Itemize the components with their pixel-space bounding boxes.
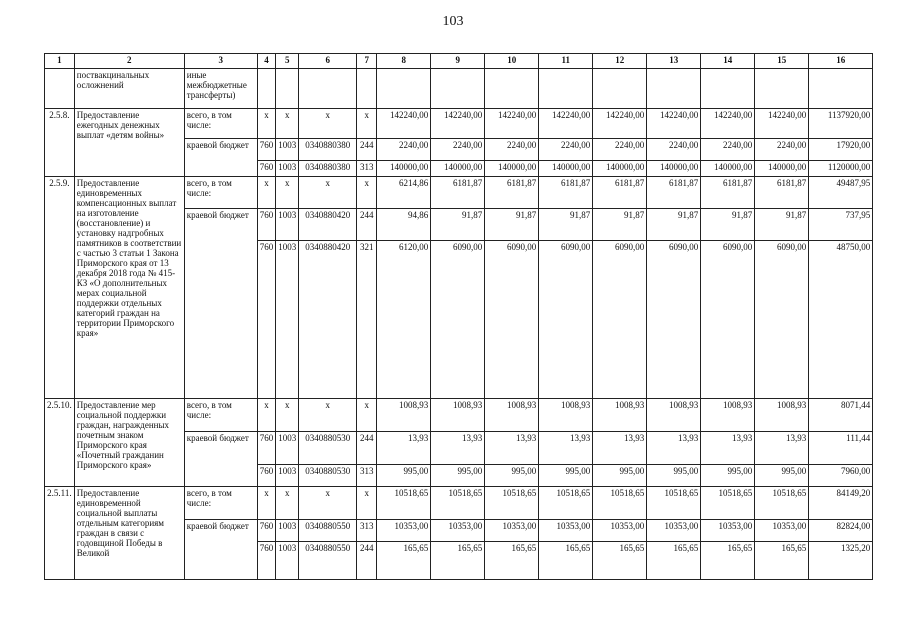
amount-cell: 13,93 <box>593 432 647 465</box>
column-number-7: 7 <box>357 54 377 69</box>
amount-cell: 6181,87 <box>593 177 647 209</box>
code-cell: 760 <box>257 139 276 161</box>
amount-cell: 10518,65 <box>647 487 701 520</box>
amount-cell: 142240,00 <box>647 109 701 139</box>
amount-cell: 10518,65 <box>539 487 593 520</box>
amount-cell: 995,00 <box>431 465 485 487</box>
amount-cell: 1008,93 <box>755 399 809 432</box>
amount-cell: 17920,00 <box>809 139 873 161</box>
code-cell: x <box>299 109 357 139</box>
amount-cell: 2240,00 <box>701 139 755 161</box>
amount-cell: 8071,44 <box>809 399 873 432</box>
column-number-11: 11 <box>539 54 593 69</box>
column-number-14: 14 <box>701 54 755 69</box>
amount-cell: 2240,00 <box>593 139 647 161</box>
amount-cell: 140000,00 <box>485 161 539 177</box>
amount-cell: 49487,95 <box>809 177 873 209</box>
amount-cell: 995,00 <box>755 465 809 487</box>
code-cell: 313 <box>357 520 377 542</box>
row-number-cell <box>45 69 75 109</box>
amount-cell: 6181,87 <box>431 177 485 209</box>
code-cell: 1003 <box>276 542 299 580</box>
amount-cell: 165,65 <box>701 542 755 580</box>
amount-cell: 84149,20 <box>809 487 873 520</box>
amount-cell: 2240,00 <box>485 139 539 161</box>
funding-source-cell: краевой бюджет <box>184 139 257 177</box>
code-cell: x <box>357 399 377 432</box>
funding-source-cell: всего, в том числе: <box>184 109 257 139</box>
amount-cell: 142240,00 <box>539 109 593 139</box>
code-cell: 1003 <box>276 161 299 177</box>
amount-cell: 6090,00 <box>701 241 755 399</box>
code-cell: 760 <box>257 465 276 487</box>
column-number-16: 16 <box>809 54 873 69</box>
amount-cell: 6181,87 <box>647 177 701 209</box>
code-cell: 0340880420 <box>299 209 357 241</box>
code-cell: x <box>257 109 276 139</box>
amount-cell: 140000,00 <box>755 161 809 177</box>
code-cell: x <box>276 177 299 209</box>
amount-cell: 6090,00 <box>431 241 485 399</box>
amount-cell: 142240,00 <box>431 109 485 139</box>
column-number-12: 12 <box>593 54 647 69</box>
amount-cell: 13,93 <box>701 432 755 465</box>
code-cell: 760 <box>257 161 276 177</box>
amount-cell: 91,87 <box>431 209 485 241</box>
amount-cell: 10518,65 <box>755 487 809 520</box>
data-cell <box>299 69 357 109</box>
amount-cell: 10353,00 <box>647 520 701 542</box>
code-cell: 313 <box>357 465 377 487</box>
amount-cell: 82824,00 <box>809 520 873 542</box>
code-cell: 0340880420 <box>299 241 357 399</box>
code-cell: x <box>357 109 377 139</box>
amount-cell: 6181,87 <box>539 177 593 209</box>
amount-cell: 111,44 <box>809 432 873 465</box>
data-cell <box>701 69 755 109</box>
data-cell <box>377 69 431 109</box>
code-cell: 0340880550 <box>299 520 357 542</box>
amount-cell: 13,93 <box>377 432 431 465</box>
code-cell: 1003 <box>276 241 299 399</box>
amount-cell: 165,65 <box>485 542 539 580</box>
amount-cell: 6090,00 <box>755 241 809 399</box>
amount-cell: 2240,00 <box>377 139 431 161</box>
amount-cell: 10518,65 <box>701 487 755 520</box>
amount-cell: 1008,93 <box>377 399 431 432</box>
code-cell: 760 <box>257 432 276 465</box>
amount-cell: 91,87 <box>647 209 701 241</box>
amount-cell: 142240,00 <box>377 109 431 139</box>
amount-cell: 48750,00 <box>809 241 873 399</box>
data-cell <box>809 69 873 109</box>
amount-cell: 1120000,00 <box>809 161 873 177</box>
amount-cell: 10518,65 <box>593 487 647 520</box>
column-number-3: 3 <box>184 54 257 69</box>
column-number-row <box>45 54 873 69</box>
funding-source-cell: всего, в том числе: <box>184 399 257 432</box>
column-number-5: 5 <box>276 54 299 69</box>
column-number-13: 13 <box>647 54 701 69</box>
amount-cell: 91,87 <box>593 209 647 241</box>
data-cell <box>539 69 593 109</box>
amount-cell: 1137920,00 <box>809 109 873 139</box>
data-cell <box>357 69 377 109</box>
amount-cell: 91,87 <box>539 209 593 241</box>
table-row <box>45 109 873 139</box>
amount-cell: 737,95 <box>809 209 873 241</box>
amount-cell: 91,87 <box>701 209 755 241</box>
budget-table <box>44 53 873 580</box>
row-number-cell: 2.5.10. <box>45 399 75 487</box>
amount-cell: 1008,93 <box>593 399 647 432</box>
measure-name-cell: Предоставление мер социальной поддержки граждан, награжденных почетным знаком Приморского края «Почетный гражданин Приморского края» <box>74 399 184 487</box>
amount-cell: 1008,93 <box>539 399 593 432</box>
row-number-cell: 2.5.9. <box>45 177 75 399</box>
amount-cell: 13,93 <box>539 432 593 465</box>
code-cell: x <box>276 109 299 139</box>
amount-cell: 1325,20 <box>809 542 873 580</box>
data-cell <box>257 69 276 109</box>
amount-cell: 165,65 <box>593 542 647 580</box>
amount-cell: 13,93 <box>755 432 809 465</box>
amount-cell: 6090,00 <box>485 241 539 399</box>
data-cell <box>647 69 701 109</box>
amount-cell: 10518,65 <box>485 487 539 520</box>
data-cell <box>485 69 539 109</box>
column-number-9: 9 <box>431 54 485 69</box>
amount-cell: 94,86 <box>377 209 431 241</box>
code-cell: 0340880550 <box>299 542 357 580</box>
amount-cell: 10353,00 <box>377 520 431 542</box>
amount-cell: 6181,87 <box>485 177 539 209</box>
code-cell: 244 <box>357 139 377 161</box>
amount-cell: 140000,00 <box>539 161 593 177</box>
amount-cell: 2240,00 <box>755 139 809 161</box>
amount-cell: 995,00 <box>485 465 539 487</box>
amount-cell: 6090,00 <box>539 241 593 399</box>
column-number-10: 10 <box>485 54 539 69</box>
amount-cell: 6214,86 <box>377 177 431 209</box>
code-cell: 1003 <box>276 520 299 542</box>
column-number-15: 15 <box>755 54 809 69</box>
data-cell <box>755 69 809 109</box>
funding-source-cell: краевой бюджет <box>184 209 257 399</box>
column-number-8: 8 <box>377 54 431 69</box>
amount-cell: 142240,00 <box>593 109 647 139</box>
funding-source-cell: краевой бюджет <box>184 520 257 580</box>
code-cell: 0340880530 <box>299 432 357 465</box>
amount-cell: 140000,00 <box>593 161 647 177</box>
code-cell: 760 <box>257 209 276 241</box>
amount-cell: 165,65 <box>755 542 809 580</box>
amount-cell: 165,65 <box>647 542 701 580</box>
code-cell: 0340880530 <box>299 465 357 487</box>
code-cell: x <box>276 399 299 432</box>
amount-cell: 6181,87 <box>701 177 755 209</box>
amount-cell: 995,00 <box>701 465 755 487</box>
amount-cell: 1008,93 <box>431 399 485 432</box>
code-cell: 1003 <box>276 432 299 465</box>
code-cell: 1003 <box>276 139 299 161</box>
code-cell: 760 <box>257 542 276 580</box>
code-cell: 244 <box>357 542 377 580</box>
amount-cell: 13,93 <box>485 432 539 465</box>
code-cell: 1003 <box>276 465 299 487</box>
amount-cell: 6181,87 <box>755 177 809 209</box>
amount-cell: 142240,00 <box>701 109 755 139</box>
column-number-1: 1 <box>45 54 75 69</box>
amount-cell: 10518,65 <box>377 487 431 520</box>
column-number-2: 2 <box>74 54 184 69</box>
code-cell: x <box>257 177 276 209</box>
column-number-6: 6 <box>299 54 357 69</box>
amount-cell: 13,93 <box>647 432 701 465</box>
code-cell: x <box>299 487 357 520</box>
code-cell: x <box>357 487 377 520</box>
code-cell: 760 <box>257 241 276 399</box>
amount-cell: 2240,00 <box>431 139 485 161</box>
code-cell: 244 <box>357 209 377 241</box>
amount-cell: 995,00 <box>593 465 647 487</box>
table-row <box>45 177 873 209</box>
page-number: 103 <box>442 14 464 29</box>
amount-cell: 10353,00 <box>431 520 485 542</box>
amount-cell: 165,65 <box>377 542 431 580</box>
amount-cell: 2240,00 <box>647 139 701 161</box>
amount-cell: 91,87 <box>755 209 809 241</box>
funding-source-cell: всего, в том числе: <box>184 487 257 520</box>
code-cell: 0340880380 <box>299 139 357 161</box>
amount-cell: 10353,00 <box>755 520 809 542</box>
data-cell <box>276 69 299 109</box>
measure-name-cell: Предоставление единовременных компенсационных выплат на изготовление (восстановление) и установку надгробных памятников в соответствии с частью 3 статьи 1 Закона Приморского края от 13 декабря 2018 года № 415-КЗ «О дополнительных мерах социальной поддержки отдельных категорий граждан на территории Приморского края» <box>74 177 184 399</box>
amount-cell: 1008,93 <box>485 399 539 432</box>
table-row <box>45 399 873 432</box>
code-cell: x <box>276 487 299 520</box>
funding-source-cell: всего, в том числе: <box>184 177 257 209</box>
amount-cell: 142240,00 <box>485 109 539 139</box>
measure-name-cell: поствакцинальных осложнений <box>74 69 184 109</box>
measure-name-cell: Предоставление ежегодных денежных выплат «детям войны» <box>74 109 184 177</box>
data-cell <box>431 69 485 109</box>
row-number-cell: 2.5.11. <box>45 487 75 580</box>
amount-cell: 165,65 <box>431 542 485 580</box>
amount-cell: 10353,00 <box>485 520 539 542</box>
amount-cell: 6090,00 <box>647 241 701 399</box>
column-number-4: 4 <box>257 54 276 69</box>
code-cell: x <box>257 487 276 520</box>
code-cell: 760 <box>257 520 276 542</box>
data-cell <box>593 69 647 109</box>
code-cell: 313 <box>357 161 377 177</box>
code-cell: 321 <box>357 241 377 399</box>
amount-cell: 995,00 <box>647 465 701 487</box>
code-cell: x <box>357 177 377 209</box>
amount-cell: 6090,00 <box>593 241 647 399</box>
code-cell: 1003 <box>276 209 299 241</box>
amount-cell: 995,00 <box>377 465 431 487</box>
amount-cell: 7960,00 <box>809 465 873 487</box>
amount-cell: 10353,00 <box>701 520 755 542</box>
amount-cell: 1008,93 <box>701 399 755 432</box>
funding-source-cell: иные межбюджетные трансферты) <box>184 69 257 109</box>
amount-cell: 10353,00 <box>539 520 593 542</box>
amount-cell: 1008,93 <box>647 399 701 432</box>
amount-cell: 13,93 <box>431 432 485 465</box>
code-cell: 244 <box>357 432 377 465</box>
row-number-cell: 2.5.8. <box>45 109 75 177</box>
measure-name-cell: Предоставление единовременной социальной выплаты отдельным категориям граждан в связи с годовщиной Победы в Великой <box>74 487 184 580</box>
amount-cell: 2240,00 <box>539 139 593 161</box>
code-cell: x <box>257 399 276 432</box>
code-cell: x <box>299 177 357 209</box>
amount-cell: 142240,00 <box>755 109 809 139</box>
code-cell: 0340880380 <box>299 161 357 177</box>
amount-cell: 165,65 <box>539 542 593 580</box>
amount-cell: 140000,00 <box>701 161 755 177</box>
code-cell: x <box>299 399 357 432</box>
amount-cell: 995,00 <box>539 465 593 487</box>
amount-cell: 6120,00 <box>377 241 431 399</box>
amount-cell: 91,87 <box>485 209 539 241</box>
amount-cell: 140000,00 <box>647 161 701 177</box>
continuation-row <box>45 69 873 109</box>
amount-cell: 10518,65 <box>431 487 485 520</box>
amount-cell: 140000,00 <box>377 161 431 177</box>
amount-cell: 10353,00 <box>593 520 647 542</box>
amount-cell: 140000,00 <box>431 161 485 177</box>
table-row <box>45 487 873 520</box>
funding-source-cell: краевой бюджет <box>184 432 257 487</box>
